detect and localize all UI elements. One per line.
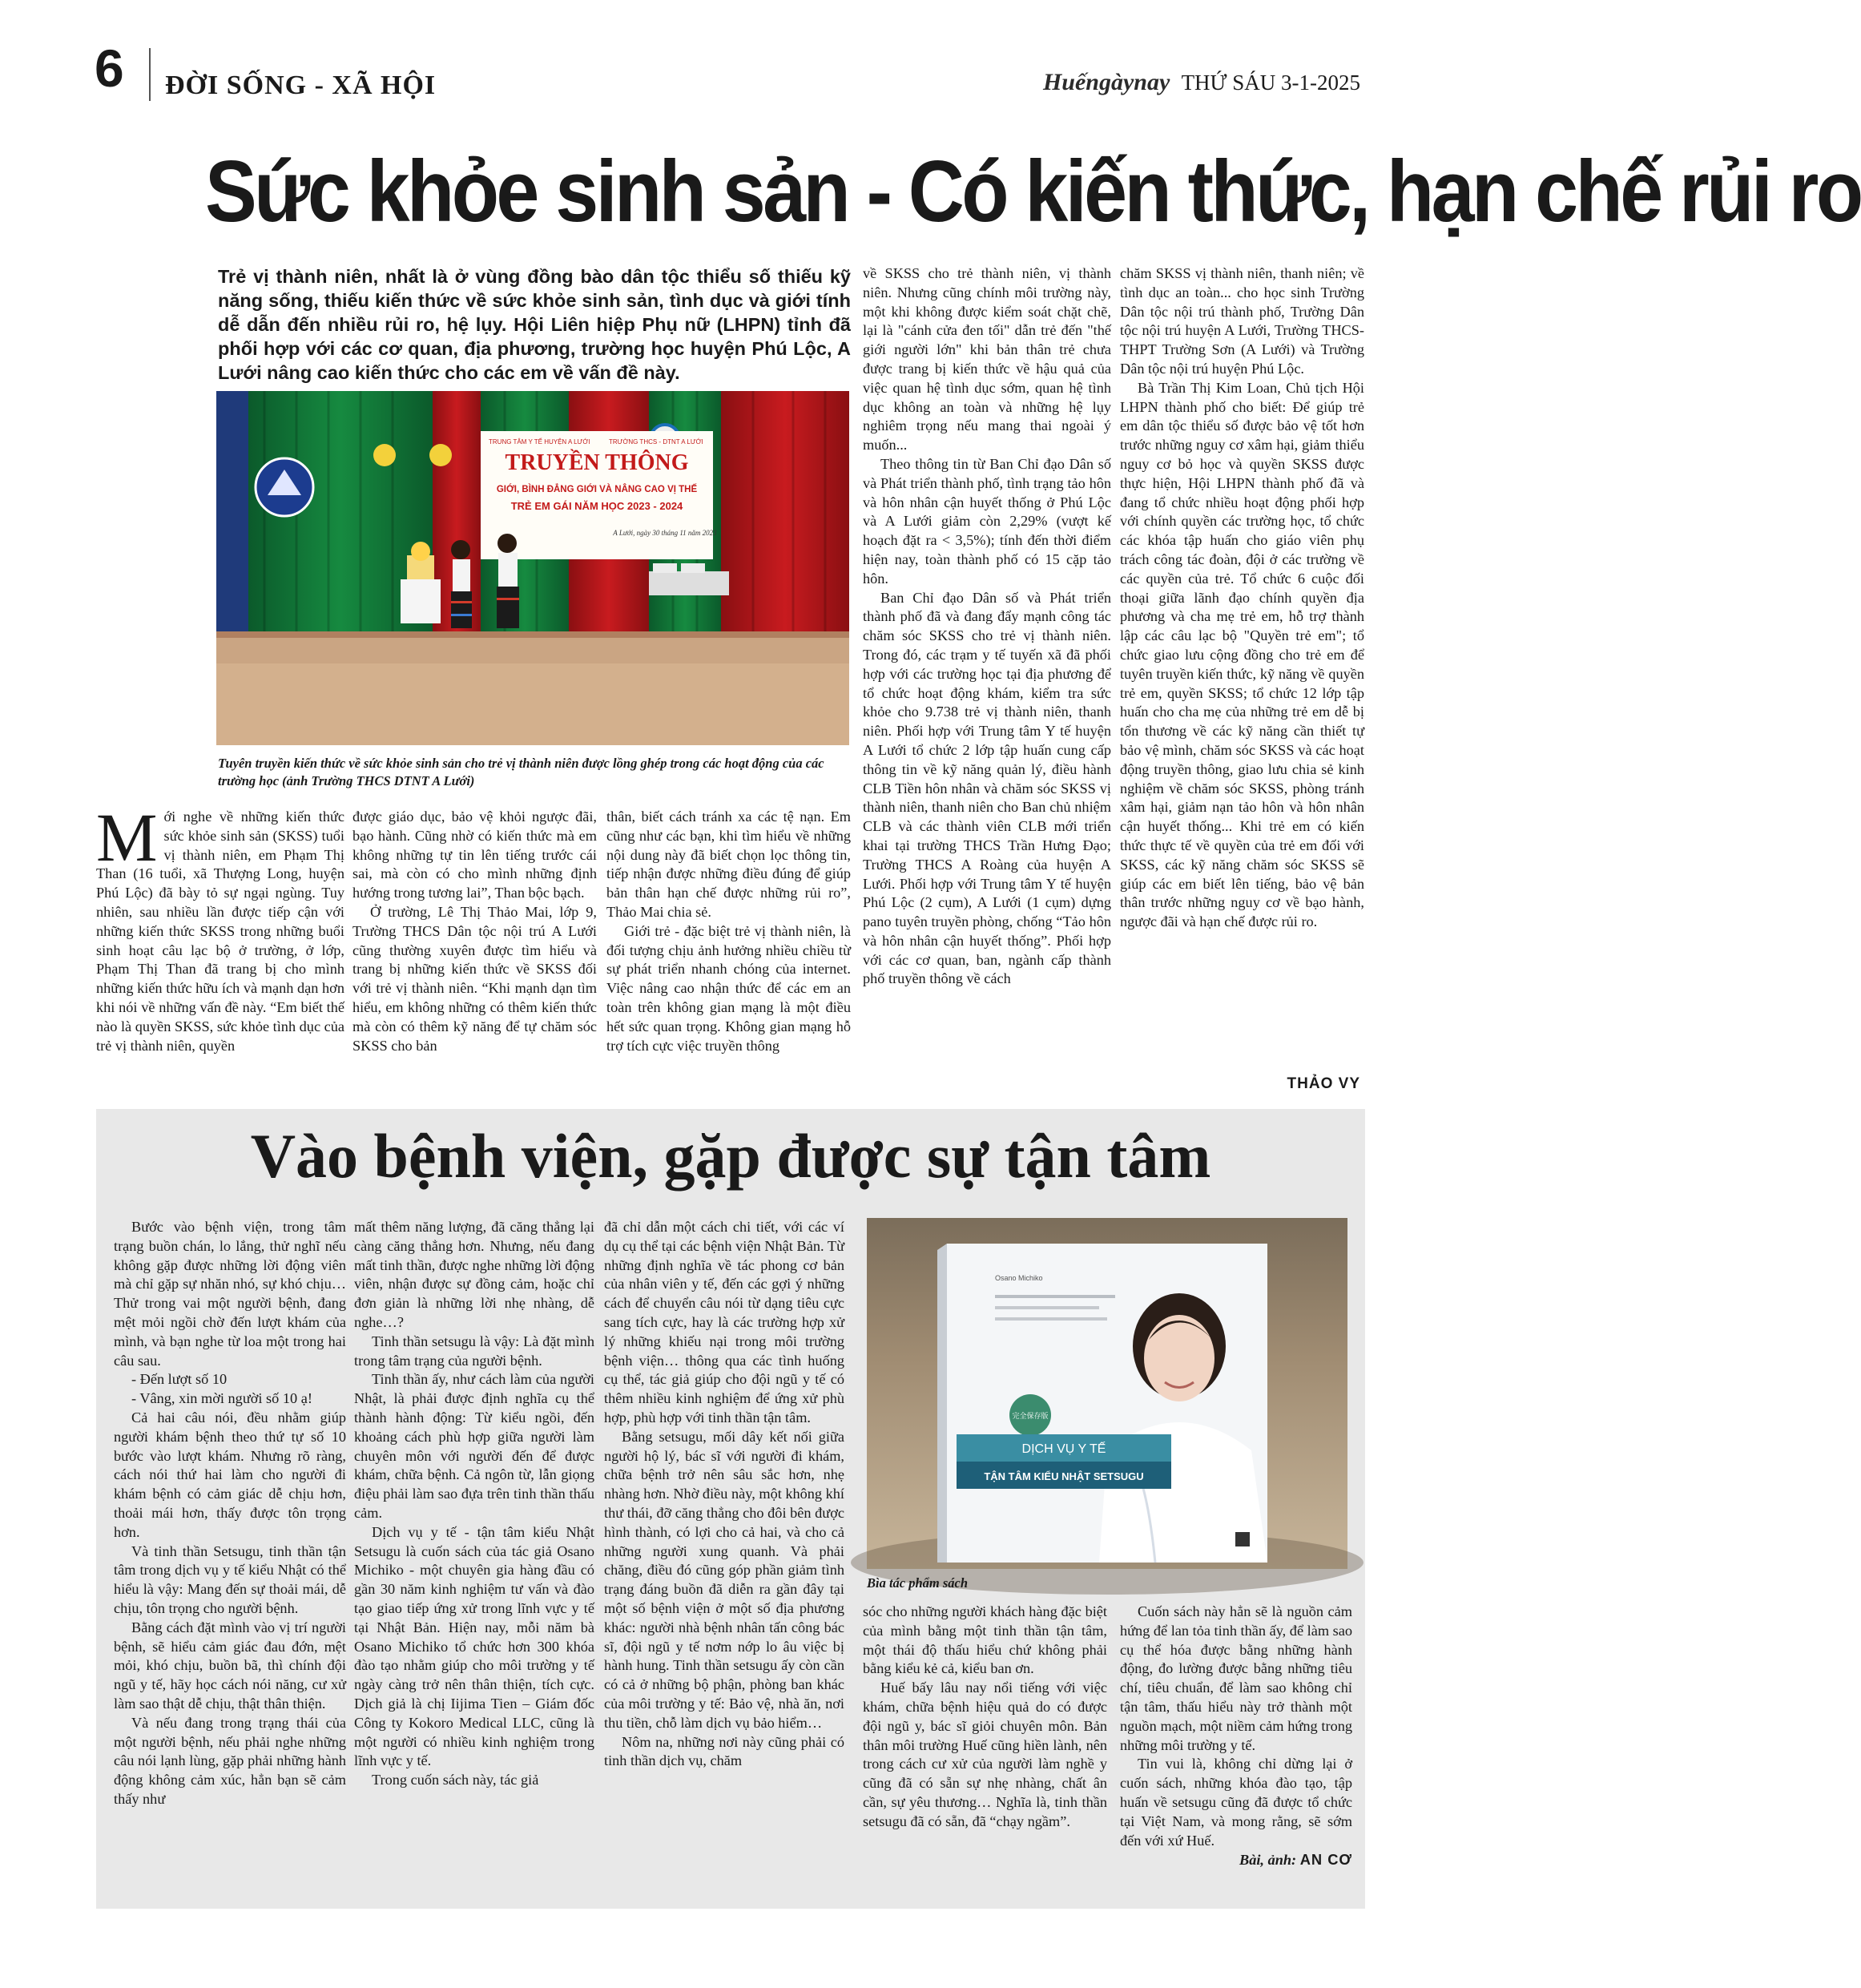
article2-paragraph: Bước vào bệnh viện, trong tâm trạng buồn chán, lo lắng, thử nghĩ nếu không gặp được những lời động viên mà chỉ gặp sự nhăn nhó, sự khó chịu… Thử trong vai một người bệnh, đang mệt mỏi ngồi chờ đến lượt khám của mình, và bạn nghe từ loa một trong hai câu sau. — [114, 1219, 346, 1369]
article2-paragraph: Bằng setsugu, mối dây kết nối giữa người hộ lý, bác sĩ với người đi khám, chữa bệnh trở nên sâu sắc hơn, nhẹ nhàng hơn. Nhờ điều này, một không khí thư thái, đỡ căng thẳng cho đôi bên được hình thành, có lợi cho cả hai, và cho cả những người xung quanh. Và phải chăng, điều đó cũng góp phần giảm tình trạng đáng buồn đã diễn ra gần đây tại một số bệnh viện ở một số địa phương khác: người nhà bệnh nhân tấn công bác sĩ, đội ngũ y tế nơm nớp lo âu việc bị hành hung. Tinh thần setsugu ấy còn cần có cả ở những bộ phận, phòng ban khác của môi trường y tế: Bảo vệ, nhà ăn, nơi thu tiền, chỗ làm dịch vụ bảo hiểm… — [604, 1428, 844, 1731]
article1-photo — [216, 391, 849, 745]
article1-column-5 — [1120, 264, 1364, 932]
article1-column-4 — [863, 264, 1111, 989]
banner-title: TRUYỀN THÔNG — [505, 450, 689, 475]
book-cover-photo — [867, 1218, 1347, 1569]
book-title-line-2: TẬN TÂM KIỂU NHẬT SETSUGU — [984, 1470, 1144, 1482]
article1-paragraph: thân, biết cách tránh xa các tệ nạn. Em cũng như các bạn, khi tìm hiểu về những nội dung này đã biết chọn lọc thông tin, tiếp nhận được những điều đúng để giúp bản thân hạn chế được những rủi ro”, Thảo Mai chia sẻ. — [606, 809, 851, 920]
article2-column-5 — [1120, 1603, 1352, 1870]
article1-column-3 — [606, 808, 851, 1055]
article1-paragraph: Ban Chỉ đạo Dân số và Phát triển thành phố đã và đang đẩy mạnh công tác chăm sóc SKSS cho trẻ vị thành niên. Trong đó, các trạm y tế tuyến xã đã phối hợp với các trường học tại địa phương để tổ chức hoạt động khám, kiểm tra sức khỏe cho 9.738 trẻ vị thành niên, thanh niên. Phối hợp với Trung tâm Y tế huyện A Lưới tổ chức 2 lớp tập huấn cung cấp thông tin về kỹ năng quản lý, điều hành CLB Tiền hôn nhân và chăm sóc SKSS vị thành niên, thanh niên cho Ban chủ nhiệm CLB và các thành viên CLB mới triển khai tại trường THCS Trần Hưng Đạo; Trường THCS A Roàng của huyện A Lưới. Phối hợp với Trung tâm Y tế huyện Phú Lộc (2 cụm), A Lưới (1 cụm) dựng pano tuyên truyền phòng, chống “Tảo hôn và hôn nhân cận huyết thống”. Phối hợp với các cơ quan, ban, ngành cấp thành phố truyền thông về cách — [863, 589, 1111, 987]
banner-org-right: TRƯỜNG THCS - DTNT A LƯỚI — [609, 438, 703, 446]
article1-paragraph: Theo thông tin từ Ban Chỉ đạo Dân số và Phát triển thành phố, tình trạng tảo hôn và hôn nhân cận huyết thống ở Phú Lộc và A Lưới giảm còn 2,29% (vượt kế hoạch đặt ra < 3,5%); tính đến thời điểm hiện nay, toàn thành phố có 15 cặp tảo hôn. — [863, 455, 1111, 587]
article1-byline: THẢO VY — [1287, 1075, 1360, 1092]
article1-paragraph: về SKSS cho trẻ thành niên, vị thành niên. Nhưng cũng chính môi trường này, một khi không được kiểm soát chặt chẽ, lại là "cánh cửa đen tối" dẫn trẻ đến "thế giới người lớn" khi bản thân trẻ chưa được trang bị kiến thức về hậu quả của việc quan hệ tình dục sớm, quan hệ tình dục không an toàn và những hệ lụy nghiêm trọng nếu mang thai ngoài ý muốn... — [863, 265, 1111, 454]
byline-prefix: Bài, ảnh: — [1239, 1852, 1297, 1869]
book-image — [867, 1218, 1347, 1569]
article2-paragraph: Tinh thần ấy, như cách làm của người Nhật, là phải được định nghĩa cụ thể thành hành động: Từ kiểu ngồi, đến khoảng cách phù hợp giữa người làm chuyên môn với người đến để được khám, chữa bệnh. Cả ngôn từ, lẫn giọng điệu phải làm sao đựa trên tinh thần thấu cảm. — [354, 1371, 594, 1521]
article2-column-2 — [354, 1218, 594, 1790]
banner-org-left: TRUNG TÂM Y TẾ HUYỆN A LƯỚI — [489, 438, 590, 446]
article2-paragraph: Huế bấy lâu nay nổi tiếng với việc khám, chữa bệnh hiệu quả do có được đội ngũ y, bác sĩ giỏi chuyên môn. Bản thân môi trường Huế cũng hiền lành, nên trong cách cư xử của người làm nghề y cũng đã có sẵn sự nhẹ nhàng, chất ân cần, sự yêu thương… Nghĩa là, tinh thần setsugu đã có sẵn, đã “chạy ngầm”. — [863, 1680, 1107, 1829]
banner-date: A Lưới, ngày 30 tháng 11 năm 2023 — [613, 529, 717, 537]
page-number: 6 — [95, 38, 124, 98]
article2-paragraph: Và nếu đang trong trạng thái của một người bệnh, nếu phải nghe những câu nói lạnh lùng, gặp phải những hành động không cảm xúc, hẳn bạn sẽ cảm thấy như — [114, 1714, 346, 1807]
article2-paragraph: mất thêm năng lượng, đã căng thẳng lại càng căng thẳng hơn. Nhưng, nếu đang mất tinh thần, được nghe những lời động viên, nhận được sự đồng cảm, hoặc chỉ đơn giản là những lời nhẹ nhàng, dễ nghe…? — [354, 1219, 594, 1330]
drop-cap: M — [96, 799, 158, 876]
article2-column-3 — [604, 1218, 844, 1771]
article1-paragraph: Ở trường, Lê Thị Thảo Mai, lớp 9, Trường THCS Dân tộc nội trú A Lưới cũng thường xuyên được tìm hiểu và trang bị những kiến thức về SKSS đối với trẻ vị thành niên. “Khi mạnh dạn tìm hiểu, em không những có thêm kiến thức mà còn có thêm kỹ năng để tự chăm sóc SKSS cho bản — [352, 903, 597, 1054]
article2-headline: Vào bệnh viện, gặp được sự tận tâm — [250, 1121, 1211, 1191]
article1-paragraph: Mới nghe về những kiến thức sức khỏe sinh sản (SKSS) tuổi vị thành niên, em Phạm Thị Than (16 tuổi, xã Thượng Long, huyện Phú Lộc) đã bày tỏ sự ngại ngùng. Tuy nhiên, sau nhiều lần được tiếp cận với những kiến thức SKSS trong những buổi sinh hoạt câu lạc bộ ở trường, ở lớp, Phạm Thị Than đã trang bị cho mình những kiến thức hữu ích và mạnh dạn hơn khi nói về những vấn đề này. “Em biết thế nào là quyền SKSS, sức khỏe tình dục của trẻ vị thành niên, quyền — [96, 799, 344, 1054]
book-badge: 完全保存版 — [1012, 1413, 1049, 1421]
newspaper-logo: Huếngàynay — [1042, 69, 1170, 95]
article1-photo-caption: Tuyên truyền kiến thức về sức khỏe sinh sản cho trẻ vị thành niên được lồng ghép trong các hoạt động của các trường học (ảnh Trường THCS DTNT A Lưới) — [218, 756, 824, 788]
article2-paragraph: - Vâng, xin mời người số 10 ạ! — [131, 1390, 312, 1407]
book-author: Osano Michiko — [995, 1274, 1043, 1282]
article2-paragraph: Tin vui là, không chỉ dừng lại ở cuốn sách, những khóa đào tạo, tập huấn về setsugu cũng đã được tổ chức tại Việt Nam, và mong rằng, sẽ sớm đến với xứ Huế. — [1120, 1756, 1352, 1849]
article1-column-1 — [96, 799, 344, 1055]
article2-paragraph: Cả hai câu nói, đều nhằm giúp người khám bệnh theo thứ tự số 10 bước vào lượt khám. Nhưng rõ ràng, cách nói thứ hai làm cho người đi khám bệnh có cảm giác dễ chịu hơn, thoải mái hơn, thấy được tôn trọng hơn. — [114, 1409, 346, 1540]
article1-paragraph: được giáo dục, bảo vệ khỏi ngược đãi, bạo hành. Cũng nhờ có kiến thức mà em không những tự tin lên tiếng trước cái sai, mà còn có cho mình những định hướng trong tương lai”, Than bộc bạch. — [352, 809, 597, 901]
article2-column-4 — [863, 1603, 1107, 1832]
article2-paragraph: Tinh thần setsugu là vậy: Là đặt mình trong tâm trạng của người bệnh. — [354, 1333, 594, 1369]
book-caption: Bìa tác phẩm sách — [867, 1575, 969, 1591]
section-title: ĐỜI SỐNG - XÃ HỘI — [165, 71, 437, 100]
article2-paragraph: - Đến lượt số 10 — [131, 1371, 228, 1388]
classroom-stage-photo — [216, 391, 849, 745]
banner-line-2: TRẺ EM GÁI NĂM HỌC 2023 - 2024 — [510, 500, 683, 512]
article1-paragraph: Giới trẻ - đặc biệt trẻ vị thành niên, là đối tượng chịu ảnh hưởng nhiều chiều từ sự phát triển nhanh chóng của internet. Việc nâng cao nhận thức để các em an toàn trên không gian mạng là một điều hết sức quan trọng. Không gian mạng hỗ trợ tích cực việc truyền thông — [606, 922, 851, 1054]
masthead-divider — [149, 48, 151, 101]
byline-name: AN CƠ — [1299, 1851, 1352, 1869]
article2-paragraph: Và tinh thần Setsugu, tinh thần tận tâm trong dịch vụ y tế kiểu Nhật có thể hiểu là vậy: Mang đến sự thoải mái, dễ chịu, tôn trọng cho người bệnh. — [114, 1542, 346, 1616]
article2-paragraph: sóc cho những người khách hàng đặc biệt của mình bằng một tinh thần tận tâm, một thái độ thấu hiểu chứ không phải bằng kiểu kẻ cả, kiểu ban ơn. — [863, 1603, 1107, 1677]
article2-column-1 — [114, 1218, 346, 1809]
article2-paragraph: đã chỉ dẫn một cách chi tiết, với các ví dụ cụ thể tại các bệnh viện Nhật Bản. Từ những định nghĩa về tác phong cơ bản của nhân viên y tế, đến các gợi ý những cách để chuyển câu nói từ dạng tiêu cực sang tích cực, hay là các trường hợp xử lý những khiếu nại trong môi trường bệnh viện… thông qua các tình huống cụ thể, tác giả giúp cho đội ngũ y tế có thêm nhiều kinh nghiệm để ứng xử phù hợp, phù hợp với tinh thần tận tâm. — [604, 1219, 844, 1425]
banner-line-1: GIỚI, BÌNH ĐẲNG GIỚI VÀ NÂNG CAO VỊ THẾ — [496, 485, 698, 494]
masthead-brand — [1043, 69, 1360, 96]
article2-paragraph: Bằng cách đặt mình vào vị trí người bệnh, sẽ hiểu cảm giác đau đớn, mệt mỏi, khó chịu, buồn bã, thì chính đội ngũ y tế, hãy học cách nói năng, cư xử làm sao thật dễ chịu, thật thân thiện. — [114, 1619, 346, 1712]
article2-paragraph: Cuốn sách này hẳn sẽ là nguồn cảm hứng để lan tỏa tinh thần ấy, để làm sao cụ thể hóa được bằng những hành động, đo lường được bằng những tiêu chí, tiêu chuẩn, để làm sao không chỉ tận tâm, thấu hiểu này trở thành một nguồn mạch, một niềm cảm hứng trong những môi trường y tế. — [1120, 1603, 1352, 1753]
article1-lede: Trẻ vị thành niên, nhất là ở vùng đồng bào dân tộc thiểu số thiếu kỹ năng sống, thiếu kiến thức về sức khỏe sinh sản, tình dục và giới tính dễ dẫn đến nhiều rủi ro, hệ lụy. Hội Liên hiệp Phụ nữ (LHPN) tỉnh đã phối hợp với các cơ quan, địa phương, trường học huyện Phú Lộc, A Lưới nâng cao kiến thức cho các em về vấn đề này. — [218, 266, 851, 383]
article2-paragraph: Trong cuốn sách này, tác giả — [372, 1772, 539, 1788]
book-title-line-1: DỊCH VỤ Y TẾ — [1021, 1442, 1106, 1456]
article2-byline — [1120, 1850, 1352, 1870]
article2-paragraph: Dịch vụ y tế - tận tâm kiểu Nhật Setsugu là cuốn sách của tác giả Osano Michiko - một chuyên gia hàng đầu có gần 30 năm kinh nghiệm tư vấn và đào tạo giao tiếp ứng xử trong lĩnh vực y tế tại Nhật Bản. Hiện nay, mỗi năm bà Osano Michiko tổ chức hơn 300 khóa đào tạo nhằm giúp cho môi trường y tế ngày càng trở nên thân thiện, tích cực. Dịch giả là chị Iijima Tien – Giám đốc Công ty Kokoro Medical LLC, cũng là một người có nhiều kinh nghiệm trong lĩnh vực y tế. — [354, 1523, 594, 1769]
issue-date: THỨ SÁU 3-1-2025 — [1181, 71, 1360, 95]
article1-paragraph: chăm SKSS vị thành niên, thanh niên; về tình dục an toàn... cho học sinh Trường Dân tộc nội trú thành phố, Trường Dân tộc nội trú huyện A Lưới, Trường THCS-THPT Trường Sơn (A Lưới) và Trường Dân tộc nội trú huyện Phú Lộc. — [1120, 265, 1364, 377]
article1-column-2 — [352, 808, 597, 1055]
article1-paragraph: Bà Trần Thị Kim Loan, Chủ tịch Hội LHPN thành phố cho biết: Để giúp trẻ em dân tộc thiểu số được bảo vệ tốt hơn trước những nguy cơ xâm hại, giảm thiểu nguy cơ bỏ học và quyền SKSS được thực hiện, Hội LHPN thành phố đã và đang tổ chức nhiều hoạt động phối hợp với chính quyền các trường học, tổ chức các khóa tập huấn cho giáo viên phụ trách công tác đoàn, đội ở các trường về các quyền của trẻ. Tổ chức 6 cuộc đối thoại giữa lãnh đạo chính quyền địa phương và cha mẹ trẻ em, hỗ trợ thành lập các câu lạc bộ "Quyền trẻ em"; tổ chức giao lưu cộng đồng cho trẻ em để tuyên truyền kiến thức, kỹ năng về quyền trẻ em, quyền SKSS; tổ chức 12 lớp tập huấn cho cha mẹ của những trẻ em dễ bị tổn thương về các kỹ năng cần thiết tự bảo vệ mình, chăm sóc SKSS và các hoạt động truyền thông, giao lưu chia sẻ kinh nghiệm về chăm sóc SKSS, phòng tránh xâm hại, giảm nạn tảo hôn và hôn nhân cận huyết thống... Khi trẻ em có kiến thức thực tế về quyền của trẻ em đối với SKSS, các kỹ năng chăm sóc SKSS sẽ giúp các em biết lên tiếng, bảo vệ bản thân trước những nguy cơ về bạo hành, ngược đãi và hạn chế được rủi ro. — [1120, 379, 1364, 930]
article2-paragraph: Nôm na, những nơi này cũng phải có tinh thần dịch vụ, chăm — [604, 1733, 844, 1769]
article1-headline: Sức khỏe sinh sản - Có kiến thức, hạn chế rủi ro — [205, 143, 1861, 240]
